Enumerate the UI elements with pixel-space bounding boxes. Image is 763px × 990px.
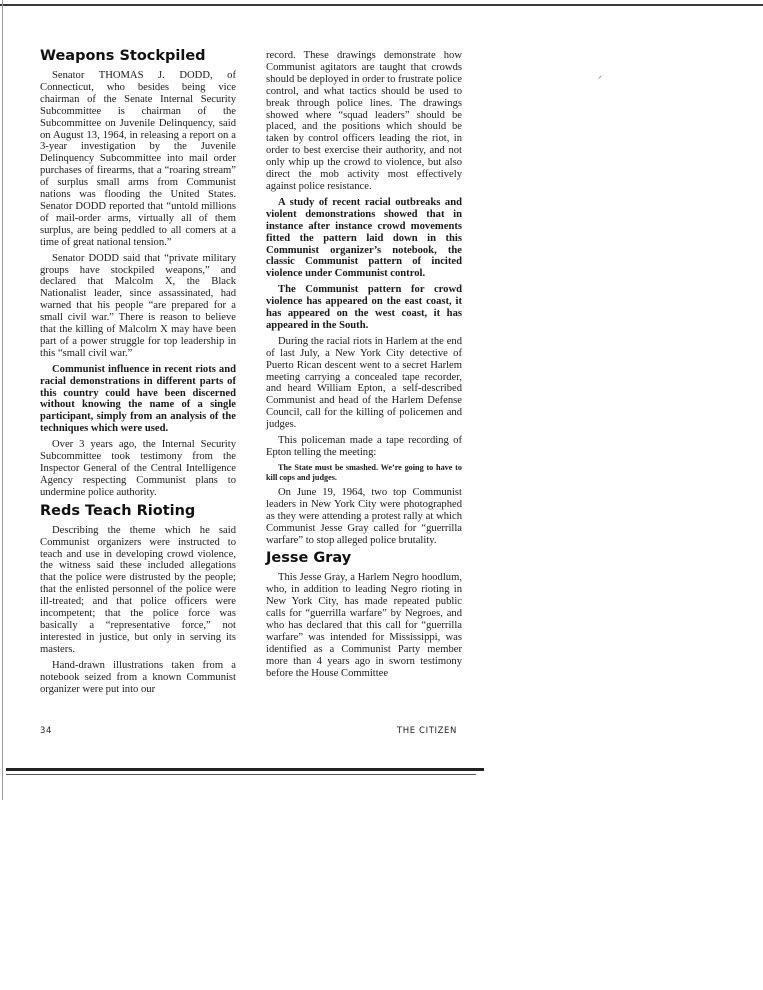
heading-weapons-stockpiled: Weapons Stockpiled: [40, 48, 206, 64]
block-quote: The State must be smashed. We’re going to have to kill cops and judges.: [266, 462, 462, 482]
paragraph: Hand-drawn illustrations taken from a notebook seized from a known Communist organizer were put into our: [40, 659, 236, 695]
page-number: 34: [40, 726, 53, 736]
left-column: [40, 48, 236, 699]
paragraph: Senator THOMAS J. DODD, of Connecticut, who besides being vice chairman of the Senate Internal Security Subcommittee is chairman of the Subcommittee on Juvenile Delinquency, said on August 13, 1964, in releasing a report on a 3-year investigation by the Juvenile Delinquency Subcommittee into mail order purchases of firearms, that a “roaring stream” of surplus small arms from Communist nations was flooding the United States. Senator DODD reported that “untold millions of mail-order arms, virtually all of them surplus, are being peddled to all comers at a time of great national tension.”: [40, 70, 236, 248]
bottom-border-rule: [6, 768, 484, 771]
paragraph: This policeman made a tape recording of Epton telling the meeting:: [266, 435, 462, 458]
bottom-border-rule-thin: [6, 774, 476, 775]
paragraph: This Jesse Gray, a Harlem Negro hoodlum, who, in addition to leading Negro rioting in New York City, has made repeated public calls for “guerrilla warfare” by Negroes, and who has declared that this call for “guerrilla warfare” was intended for Mississippi, was identified as a Communist Party member more than 4 years ago in sworn testimony before the House Committee: [266, 572, 462, 679]
bold-paragraph: A study of recent racial outbreaks and violent demonstrations showed that in instance after instance crowd movements fitted the pattern laid down in this Communist organizer’s notebook, the classic Communist pattern of incited violence under Communist control.: [266, 196, 462, 280]
left-edge-rule: [2, 0, 3, 800]
paragraph: During the racial riots in Harlem at the end of last July, a New York City detective of Puerto Rican descent went to a secret Harlem meeting carrying a concealed tape recorder, and heard William Epton, a self-described Communist and head of the Harlem Defense Council, call for the killing of policemen and judges.: [266, 335, 462, 431]
paragraph: On June 19, 1964, two top Communist leaders in New York City were photographed as they were attending a protest rally at which Communist Jesse Gray called for “guerrilla warfare” to stop alleged police brutality.: [266, 486, 462, 546]
paragraph: Describing the theme which he said Communist organizers were instructed to teach and use in developing crowd violence, the witness said these included allegations that the police were distrusted by the people; that the enlisted personnel of the police were ill-treated; and that police officers were incompetent; that the police force was basically a “representative force,” not interested in justice, but only in serving its masters.: [40, 524, 236, 655]
bold-paragraph: The Communist pattern for crowd violence has appeared on the east coast, it has appeared on the west coast, it has appeared in the South.: [266, 284, 462, 331]
scan-speck: ⸝: [598, 71, 602, 80]
publication-name: THE CITIZEN: [397, 726, 457, 736]
heading-reds-teach-rioting: Reds Teach Rioting: [40, 502, 196, 519]
bold-paragraph: Communist influence in recent riots and racial demonstrations in different parts of this country could have been discerned without knowing the name of a single participant, simply from an analysis of the techniques which were used.: [40, 363, 236, 435]
top-border-rule: [0, 4, 763, 6]
paragraph-continued: record. These drawings demonstrate how Communist agitators are taught that crowds should be deployed in order to frustrate police control, and what tactics should be used to break through police lines. The drawings showed where “squad leaders” should be placed, and the positions which should be taken by control officers leading the riot, in order to best exercise their authority, and not only whip up the crowd to violence, but also direct the mob activity most effectively against police resistance.: [266, 50, 462, 192]
paragraph: Over 3 years ago, the Internal Security Subcommittee took testimony from the Inspector General of the Central Intelligence Agency respecting Communist plans to undermine police authority.: [40, 439, 236, 498]
paragraph: Senator DODD said that “private military groups have stockpiled weapons,” and declared that Malcolm X, the Black Nationalist leader, since assassinated, had warned that his people “are prepared for a small civil war.” There is reason to believe that the killing of Malcolm X may have been part of a power struggle for top leadership in this “small civil war.”: [40, 252, 236, 359]
heading-jesse-gray: Jesse Gray: [266, 550, 352, 567]
right-column: [266, 50, 462, 684]
